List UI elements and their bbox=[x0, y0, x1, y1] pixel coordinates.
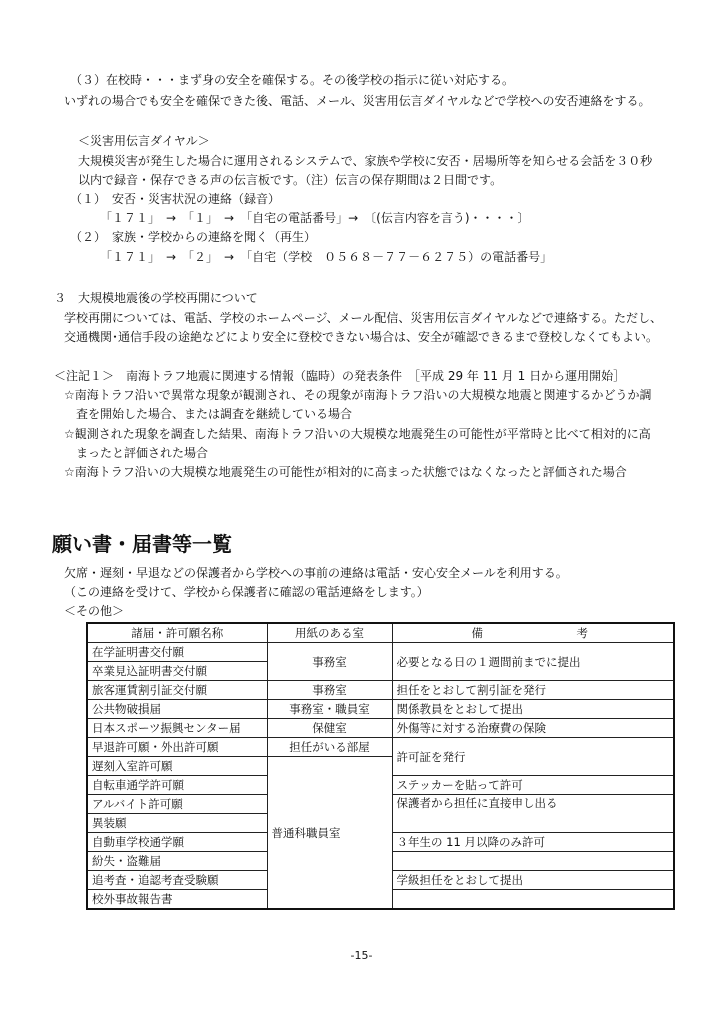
form-room: 担任がいる部屋 bbox=[267, 738, 392, 757]
form-remark: ３年生の 11 月以降のみ許可 bbox=[392, 833, 674, 852]
form-remark: 担任をとおして割引証を発行 bbox=[392, 681, 674, 700]
table-row bbox=[87, 681, 674, 700]
form-name: 在学証明書交付願 bbox=[87, 643, 267, 662]
form-name: 紛失・盗難届 bbox=[87, 852, 267, 871]
text-line: （この連絡を受けて、学校から保護者に確認の電話連絡をします。） bbox=[64, 585, 429, 599]
table-header-row bbox=[87, 623, 674, 643]
text-line: ☆南海トラフ沿いで異常な現象が観測され、その現象が南海トラフ沿いの大規模な地震と関連するかどうか調 bbox=[64, 388, 652, 402]
form-name: 卒業見込証明書交付願 bbox=[87, 662, 267, 681]
form-remark-empty bbox=[392, 852, 674, 871]
form-remark-empty bbox=[392, 890, 674, 910]
form-name: 追考査・追認考査受験願 bbox=[87, 871, 267, 890]
form-name: 自動車学校通学願 bbox=[87, 833, 267, 852]
text-line: （３）在校時・・・まず身の安全を確保する。その後学校の指示に従い対応する。 bbox=[70, 73, 515, 87]
text-line: （２） 家族・学校からの連絡を聞く（再生） bbox=[70, 230, 317, 244]
text-line: まったと評価された場合 bbox=[76, 446, 209, 460]
form-name: 校外事故報告書 bbox=[87, 890, 267, 910]
text-line: （１） 安否・災害状況の連絡（録音） bbox=[70, 192, 281, 206]
form-name: 日本スポーツ振興センター届 bbox=[87, 719, 267, 738]
form-name: 公共物破損届 bbox=[87, 700, 267, 719]
form-remark: 保護者から担任に直接申し出る bbox=[392, 795, 674, 833]
form-remark: ステッカーを貼って許可 bbox=[392, 776, 674, 795]
table-row bbox=[87, 643, 674, 662]
form-name: 遅刻入室許可願 bbox=[87, 757, 267, 776]
text-line: ☆観測された現象を調査した結果、南海トラフ沿いの大規模な地震発生の可能性が平常時と比べて相対的に高 bbox=[64, 427, 651, 441]
text-line: 査を開始した場合、または調査を継続している場合 bbox=[76, 407, 353, 421]
text-line: 以内で録音・保存できる声の伝言板です。（注）伝言の保存期間は２日間です。 bbox=[78, 173, 503, 187]
text-line: 「１７１」 → 「１」 → 「自宅の電話番号」→ 〔(伝言内容を言う)・・・・〕 bbox=[100, 211, 530, 225]
section-title: ３ 大規模地震後の学校再開について bbox=[54, 291, 258, 305]
form-remark: 外傷等に対する治療費の保険 bbox=[392, 719, 674, 738]
form-name: アルバイト許可願 bbox=[87, 795, 267, 814]
text-line: 欠席・遅刻・早退などの保護者から学校への事前の連絡は電話・安心安全メールを利用する。 bbox=[64, 566, 568, 580]
form-remark: 必要となる日の１週間前までに提出 bbox=[392, 643, 674, 681]
form-remark: 学級担任をとおして提出 bbox=[392, 871, 674, 890]
text-line: いずれの場合でも安全を確保できた後、電話、メール、災害用伝言ダイヤルなどで学校への安否連絡をする。 bbox=[64, 94, 651, 108]
form-name: 早退許可願・外出許可願 bbox=[87, 738, 267, 757]
text-line: 学校再開については、電話、学校のホームページ、メール配信、災害用伝言ダイヤルなどで連絡する。ただし、 bbox=[64, 311, 662, 325]
table-row bbox=[87, 719, 674, 738]
form-room: 普通科職員室 bbox=[267, 757, 392, 910]
form-room: 事務室 bbox=[267, 643, 392, 681]
text-line: ＜注記１＞ 南海トラフ地震に関連する情報（臨時）の発表条件 ［平成 29 年 11 月 1 日から運用開始］ bbox=[54, 369, 626, 383]
text-line: 「１７１」 → 「２」 → 「自宅（学校 ０５６８－７７－６２７５）の電話番号」 bbox=[100, 250, 553, 264]
text-line: 交通機関･通信手段の途絶などにより安全に登校できない場合は、安全が確認できるまで登校しなくてもよい。 bbox=[64, 330, 659, 344]
text-line: 大規模災害が発生した場合に運用されるシステムで、家族や学校に安否・居場所等を知らせる会話を３０秒 bbox=[78, 154, 653, 168]
form-remark: 関係教員をとおして提出 bbox=[392, 700, 674, 719]
header-room: 用紙のある室 bbox=[267, 623, 392, 643]
text-line: ＜災害用伝言ダイヤル＞ bbox=[78, 134, 210, 148]
table-row bbox=[87, 738, 674, 757]
form-remark: 許可証を発行 bbox=[392, 738, 674, 776]
form-room: 事務室 bbox=[267, 681, 392, 700]
header-form-name: 諸届・許可願名称 bbox=[87, 623, 267, 643]
form-name: 異装願 bbox=[87, 814, 267, 833]
page-number: -15- bbox=[350, 949, 373, 962]
header-remarks: 備 考 bbox=[392, 623, 674, 643]
text-line: ☆南海トラフ沿いの大規模な地震発生の可能性が相対的に高まった状態ではなくなったと評価された場合 bbox=[64, 465, 627, 479]
table-row bbox=[87, 700, 674, 719]
form-name: 旅客運賃割引証交付願 bbox=[87, 681, 267, 700]
form-room: 事務室・職員室 bbox=[267, 700, 392, 719]
form-name: 自転車通学許可願 bbox=[87, 776, 267, 795]
form-room: 保健室 bbox=[267, 719, 392, 738]
page-heading: 願い書・届書等一覧 bbox=[52, 532, 232, 556]
forms-table bbox=[86, 622, 675, 910]
text-line: ＜その他＞ bbox=[64, 604, 125, 618]
